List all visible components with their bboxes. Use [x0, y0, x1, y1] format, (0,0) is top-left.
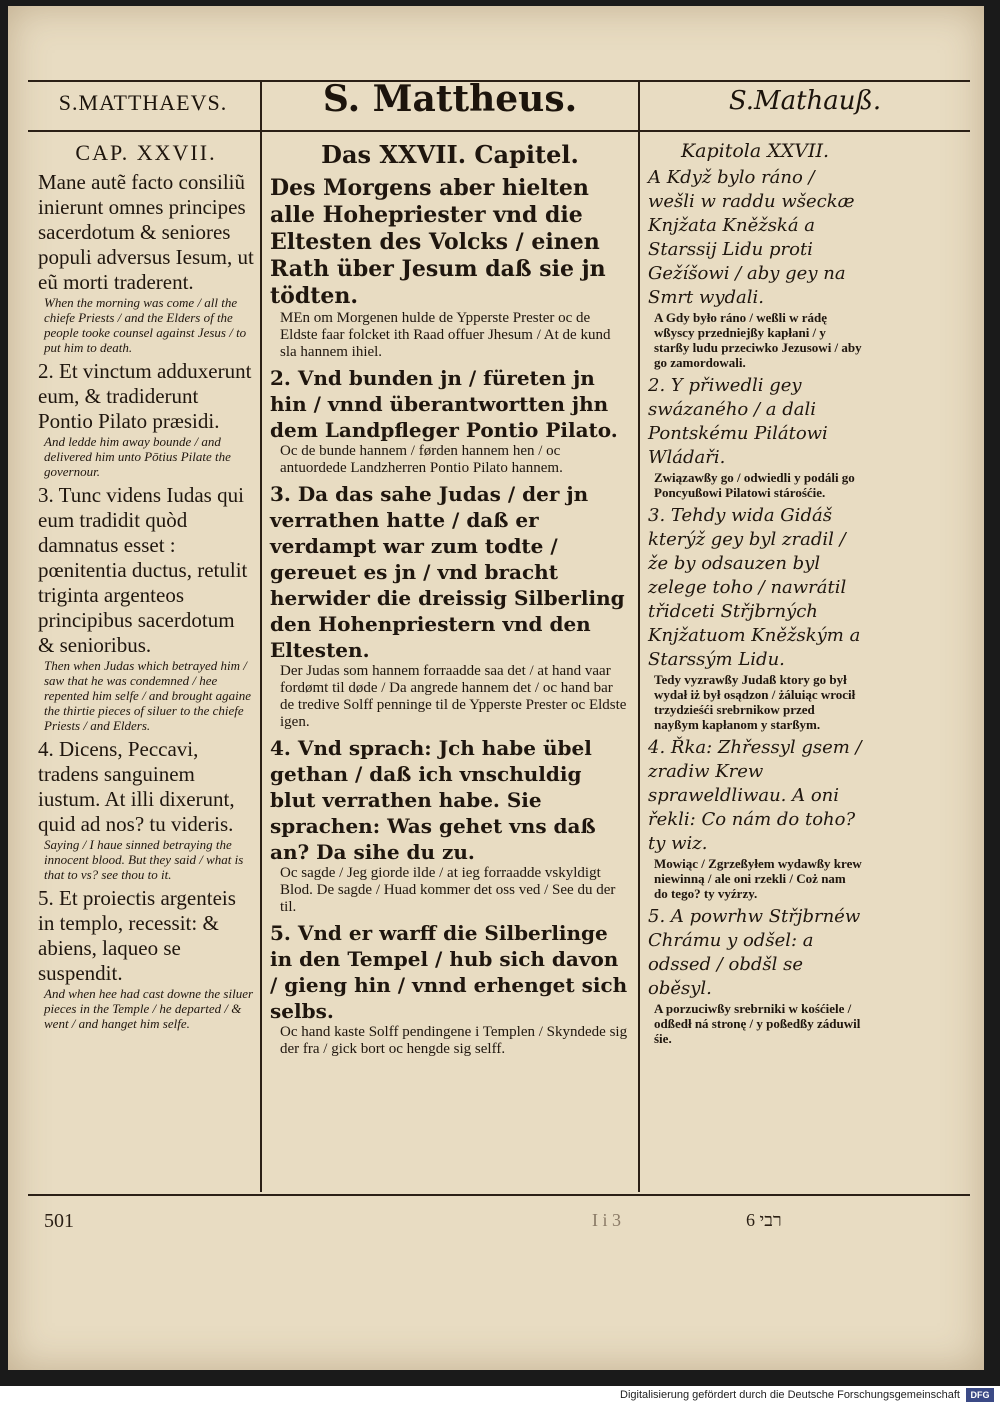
polish-text: Mowiąc / Zgrzeßyłem wydawßy krew niewinną / ale oni rzekli / Coż nam do tego? ty vyźrzy. [654, 856, 862, 901]
czech-verse-3 [648, 504, 862, 732]
english-text: Saying / I haue sinned betraying the innocent blood. But they said / what is that to vs? see thou to it. [44, 837, 244, 882]
czech-text: A Když bylo ráno / wešli w raddu wšeckæ Knjžata Kněžská a Starssij Lidu proti Gežíšowi / aby gey na Smrt wydali. [648, 167, 855, 308]
danish-text: Oc hand kaste Solff pendingene i Templen / Skyndede sig der fra / gick bort oc hengde sig selff. [280, 1024, 628, 1057]
latin-text: 5. Et proiectis argenteis in templo, recessit: & abiens, laqueo se suspendit. [38, 886, 236, 985]
digitization-banner [0, 1386, 1000, 1406]
book-page [8, 6, 984, 1370]
danish-text: MEn om Morgenen hulde de Ypperste Prester oc de Eldste faar folcket ith Raad offuer Jhesum / At de kund sla hannem ihiel. [280, 310, 611, 360]
czech-verse-5 [648, 905, 862, 1046]
german-column [270, 140, 630, 1062]
german-chapter-heading: Das XXVII. Capitel. [321, 140, 579, 169]
column-divider-right [638, 80, 640, 1192]
latin-verse-2 [38, 359, 254, 479]
latin-column-header: S.MATTHAEVS. [58, 90, 228, 115]
latin-column [38, 140, 254, 1035]
czech-verse-4 [648, 736, 862, 901]
czech-column-header: S.Mathauß. [728, 86, 882, 116]
english-text: When the morning was come / all the chiefe Priests / and the Elders of the people tooke counsel against Jesus / to put him to death. [44, 295, 247, 355]
digitization-note: Digitalisierung gefördert durch die Deutsche Forschungsgemeinschaft [620, 1389, 960, 1401]
czech-verse-1 [648, 166, 862, 370]
german-text: 5. Vnd er warff die Silberlinge in den Tempel / hub sich davon / gieng hin / vnnd erhenget sich selbs. [270, 921, 628, 1023]
page-number: 501 [44, 1210, 74, 1232]
english-text: And ledde him away bounde / and delivered him unto Pōtius Pilate the governour. [44, 434, 231, 479]
german-column-header: S. Mattheus. [322, 78, 578, 120]
czech-column [648, 140, 862, 1050]
latin-chapter-heading: CAP. XXVII. [75, 140, 217, 165]
english-text: Then when Judas which betrayed him / saw that he was condemned / hee repented him selfe / and brought againe the thirtie pieces of siluer to the chiefe Priests / and Elders. [44, 658, 252, 733]
dfg-logo: DFG [966, 1388, 994, 1402]
czech-text: 4. Řka: Zhřessyl gsem / zradiw Krew spraweldliwau. A oni řekli: Co nám do toho? ty wiz. [648, 737, 862, 854]
danish-text: Oc de bunde hannem / førden hannem hen / oc antuordede Landzherren Pontio Pilato hannem. [280, 443, 563, 476]
latin-verse-5 [38, 886, 254, 1031]
german-text: 2. Vnd bunden jn / füreten jn hin / vnnd überantwortten jhn dem Landpfleger Pontio Pilato. [270, 366, 618, 442]
polish-text: Tedy vyzrawßy Judaß ktory go był wydał iż był osądzon / żáluiąc wrocił trzydzieśći srebrnikow przed nayßym kapłanom y starßym. [654, 672, 856, 732]
column-divider-left [260, 80, 262, 1192]
latin-text: Mane autẽ facto consiliũ inierunt omnes principes sacerdotum & seniores populi adversus Iesum, ut eũ morti traderent. [38, 170, 254, 294]
german-text: 4. Vnd sprach: Jch habe übel gethan / daß ich vnschuldig blut verrathen habe. Sie sprachen: Was gehet vns daß an? Da sihe du zu. [270, 736, 596, 864]
czech-text: 3. Tehdy wida Gidáš kterýž gey byl zradil / že by odsauzen byl zelege toho / nawrátil třidceti Střjbrných Knjžatuom Kněžským a Starssým Lidu. [648, 505, 861, 670]
german-verse-2 [270, 365, 630, 477]
polish-text: Związawßy go / odwiedli y podáli go Poncyußowi Pilatowi stárośćie. [654, 470, 855, 500]
latin-verse-1 [38, 170, 254, 355]
german-verse-1 [270, 175, 630, 361]
danish-text: Oc sagde / Jeg giorde ilde / at ieg forraadde vskyldigt Blod. De sagde / Huad kommer det oss ved / See du der til. [280, 865, 616, 915]
german-verse-4 [270, 735, 630, 916]
latin-text: 4. Dicens, Peccavi, tradens sanguinem iustum. At illi dixerunt, quid ad nos? tu videris. [38, 737, 235, 836]
catchword-mark: רבי 6 [746, 1210, 782, 1230]
latin-text: 2. Et vinctum adduxerunt eum, & tradiderunt Pontio Pilato præsidi. [38, 359, 252, 433]
czech-text: 5. A powrhw Střjbrnéw Chrámu y odšel: a odssed / obdšl se oběsyl. [648, 906, 861, 999]
danish-text: Der Judas som hannem forraadde saa det / at hand vaar fordømt til døde / Da angrede hannem det / oc hand bar de tredive Solff penninge til de Ypperste Prester oc Eldste igen. [280, 663, 627, 730]
german-verse-3 [270, 481, 630, 731]
polish-text: A porzuciwßy srebrniki w kośćiele / odßedł ná stronę / y poßedßy záduwil śie. [654, 1001, 861, 1046]
german-text: Des Morgens aber hielten alle Hohepriester vnd die Eltesten des Volcks / einen Rath über Jesum daß sie jn tödten. [270, 175, 606, 309]
czech-chapter-heading: Kapitola XXVII. [680, 140, 830, 162]
czech-text: 2. Y přiwedli gey swázaného / a dali Pontskému Pilátowi Wládaři. [648, 375, 828, 468]
polish-text: A Gdy było ráno / weßli w rádę wßyscy przedniejßy kapłani / y starßy ludu przeciwko Jezusowi / aby go zamordowali. [654, 310, 862, 370]
signature-mark: I i 3 [592, 1210, 621, 1230]
header-rule [28, 130, 970, 132]
latin-text: 3. Tunc videns Iudas qui eum tradidit quòd damnatus esset : pœnitentia ductus, retulit triginta argenteos principibus sacerdotum & senioribus. [38, 483, 248, 657]
bottom-rule [28, 1194, 970, 1196]
latin-verse-4 [38, 737, 254, 882]
latin-verse-3 [38, 483, 254, 733]
english-text: And when hee had cast downe the siluer pieces in the Temple / he departed / & went / and hanget him selfe. [44, 986, 254, 1031]
czech-verse-2 [648, 374, 862, 500]
german-verse-5 [270, 920, 630, 1058]
german-text: 3. Da das sahe Judas / der jn verrathen hatte / daß er verdampt war zum todte / gereuet es jn / vnd bracht herwider die dreissig Silberling den Hohenpriestern vnd den Eltesten. [270, 482, 625, 662]
